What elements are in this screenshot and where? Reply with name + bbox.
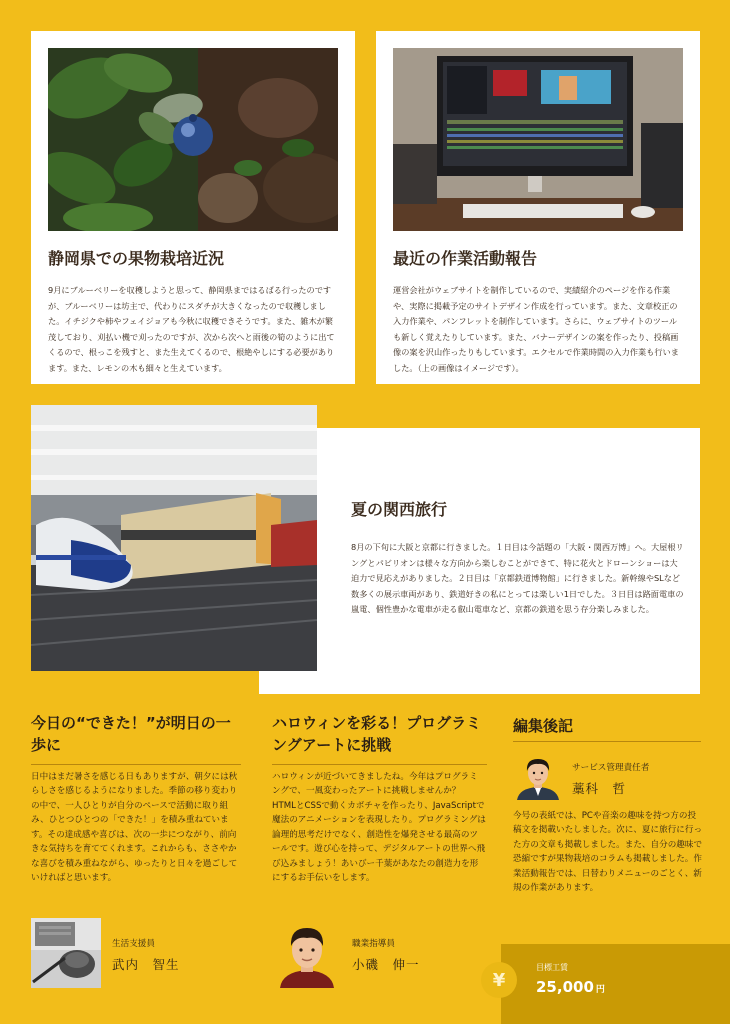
desktop-computer-photo [393, 48, 683, 231]
article-card-kansai [259, 428, 700, 694]
column-body: 今号の表紙では、PCや音楽の趣味を持つ方の投稿文を掲載いたしました。次に、夏に旅行に行った方の文章も掲載しました。また、自分の趣味で恐縮ですが果物栽培のコラムも掲載しました。作業活動報告では、日替わりメニューのごとく、新規の作業があります。 [513, 811, 703, 894]
target-wage-unit: 円 [595, 985, 605, 995]
staff-role: 職業指導員 [352, 939, 395, 949]
article-card-work [376, 31, 700, 384]
yen-icon: ¥ [481, 962, 517, 998]
target-wage-label: 目標工賃 [536, 963, 568, 972]
man-illustration-avatar [513, 750, 563, 800]
target-wage-value [536, 978, 605, 996]
column-body: ハロウィンが近づいてきましたね。今年はプログラミングで、一風変わったアートに挑戦しませんか？ HTMLとCSSで動くカボチャを作ったり、JavaScriptで魔法のアニメーションを表現したり。プログラミングは論理的思考だけでなく、創造性を爆発させる最高のツールです。遊び心を持って、デジタルアートの世界へ飛び込みましょう！あいびー千葉があなたの創造力を形にするお手伝いをします。 [272, 772, 486, 884]
staff-role: 生活支援員 [112, 939, 155, 949]
article-body: 8月の下旬に大阪と京都に行きました。１日目は今話題の「大阪・関西万博」へ。大屋根リングとパビリオンは様々な方向から楽しむことができて、特に花火とドローンショーは大迫力で見応えがありました。２日目は「京都鉄道博物館」に行きました。新幹線やSLなど数多くの展示車両があり、鉄道好きの私にとっては楽しい1日でした。３日目は路面電車の嵐電、個性豊かな電車が走る叡山電車など、京都の鉄道を思う存分楽しみました。 [351, 542, 684, 615]
staff-name: 藁科 哲 [572, 781, 627, 796]
column-divider [31, 764, 241, 765]
desk-items-photo [31, 918, 101, 988]
railway-museum-photo [31, 405, 317, 671]
column-title: ハロウィンを彩る！プログラミングアートに挑戦 [272, 714, 482, 754]
column-title: 今日の“できた！”が明日の一歩に [31, 714, 231, 754]
column-divider [272, 764, 487, 765]
staff-role: サービス管理責任者 [572, 763, 650, 773]
column-body: 日中はまだ暑さを感じる日もありますが、朝夕には秋らしさを感じるようになりました。季節の移り変わりの中で、一人ひとりが自分のペースで活動に取り組み、ひとつひとつの「できた！」を積み重ねています。その達成感や喜びは、次の一歩につながり、前向きな気持ちを育ててくれます。これからも、ささやかな喜びを積み重ねながら、ゆったりと日々を過ごしていければと思います。 [31, 772, 238, 884]
man-illustration-avatar [272, 918, 342, 988]
article-title: 夏の関西旅行 [351, 500, 448, 519]
staff-name: 小磯 伸一 [352, 957, 420, 972]
staff-name: 武内 智生 [112, 957, 180, 972]
article-body: 9月にブルーベリーを収穫しようと思って、静岡県まではるばる行ったのですが、ブルーベリーは坊主で、代わりにスダチが大きくなったので収穫しました。イチジクや柿やフェイジョアも今秋に収穫できそうです。また、雑木が繁茂しており、刈払い機で刈ったのですが、次から次へと雨後の筍のように出てくるので、根っこを残すと、また生えてくるので、根絶やしにする必要があります。また、レモンの木も細々と生えています。 [48, 285, 335, 373]
column-title: 編集後記 [513, 717, 574, 735]
article-title: 静岡県での果物栽培近況 [48, 249, 225, 268]
article-card-fruit [31, 31, 355, 384]
article-title: 最近の作業活動報告 [393, 249, 538, 268]
column-divider [513, 741, 701, 742]
blueberry-photo [48, 48, 338, 231]
target-wage-amount: 25,000 [536, 978, 594, 996]
article-body: 運営会社がウェブサイトを制作しているので、実績紹介のページを作る作業や、実際に掲載予定のサイトデザイン作成を行っています。また、文章校正の入力作業や、パンフレットを制作しています。さらに、ウェブサイトのツールも新しく覚えたりしています。また、バナーデザインの案を作ったり、投稿画像の案を沢山作ったりもしています。エクセルで作業時間の入力作業も行いました。（上の画像はイメージです）。 [393, 285, 679, 373]
